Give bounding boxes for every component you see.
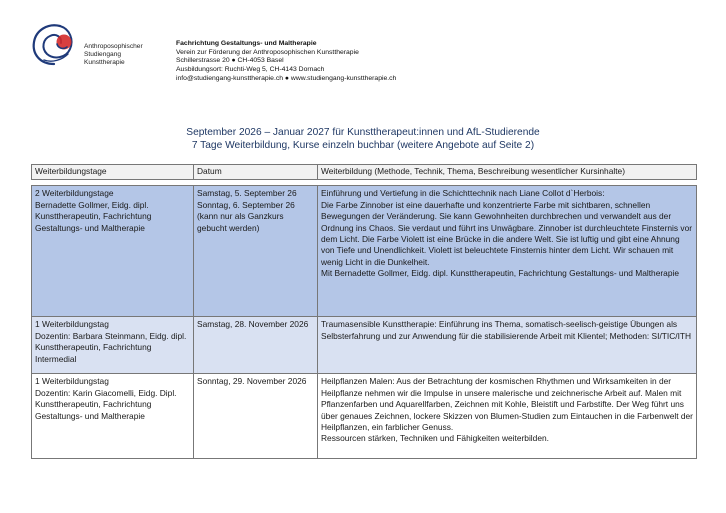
cell-line: Samstag, 28. November 2026 <box>197 319 309 330</box>
title-line-2: 7 Tage Weiterbildung, Kurse einzeln buchbar (weitere Angebote auf Seite 2) <box>191 140 535 151</box>
cell-line: Mit Bernadette Gollmer, Eidg. dipl. Kunsttherapeutin, Fachrichtung Gestaltungs- und Maltherapie <box>321 268 679 279</box>
description-cell <box>318 317 697 374</box>
org-line: Schillerstrasse 20 ● CH-4053 Basel <box>176 57 284 65</box>
instructor-cell <box>32 374 194 459</box>
header-cell: Weiterbildungstage <box>32 165 194 180</box>
cell-line: Samstag, 5. September 26 <box>197 188 297 199</box>
cell-line: Traumasensible Kunsttherapie: Einführung ins Thema, somatisch-seelisch-geistige Übungen als Selbsterfahrung und zur Anwendung für die stabilisierende Arbeit mit Klientel; Methoden: SI/TIC/ITH <box>321 319 692 341</box>
description-cell <box>318 374 697 459</box>
date-cell <box>194 186 318 317</box>
instructor-cell <box>32 317 194 374</box>
logo-line: Studiengang <box>84 51 122 58</box>
cell-line: Sonntag, 29. November 2026 <box>197 376 307 387</box>
course-table <box>31 164 697 459</box>
date-cell <box>194 317 318 374</box>
document-title <box>0 126 726 152</box>
date-cell <box>194 374 318 459</box>
description-cell <box>318 186 697 317</box>
cell-line: Dozentin: Karin Giacomelli, Eidg. Dipl. Kunsttherapeutin, Fachrichtung Gestaltungs- und Maltherapie <box>35 387 177 421</box>
cell-line: Dozentin: Barbara Steinmann, Eidg. dipl. Kunsttherapeutin, Fachrichtung Intermedial <box>35 330 187 364</box>
table-row <box>32 317 697 374</box>
cell-line: (kann nur als Ganzkurs gebucht werden) <box>197 211 284 233</box>
org-line: Fachrichtung Gestaltungs- und Maltherapie <box>176 40 317 47</box>
header-cell: Weiterbildung (Methode, Technik, Thema, Beschreibung wesentlicher Kursinhalte) <box>318 165 697 180</box>
table-row <box>32 186 697 317</box>
cell-line: Sonntag, 6. September 26 <box>197 199 295 210</box>
org-line: Ausbildungsort: Ruchti-Weg 5, CH-4143 Dornach <box>176 66 325 74</box>
cell-line: Heilpflanzen Malen: Aus der Betrachtung der kosmischen Rhythmen und Wirksamkeiten in der Heilpflanze nehmen wir die Impulse in unsere malerische und zeichnerische Arbeit auf. Malen mit Pflanzenfarben und Aquarellfarben, Zeichnen mit Kohle, Bleistift und Farbstifte. Der Weg führt uns über genaues Zeichnen, lockere Skizzen von Blumen-Studien zum Eintauchen in die Farbenwelt der Heilpflanzen, ein farblicher Genuss. <box>321 376 693 433</box>
table-header-row <box>32 165 697 180</box>
logo-text <box>84 43 143 67</box>
cell-line: 1 Weiterbildungstag <box>35 319 109 330</box>
organization-address <box>176 40 396 84</box>
table-row <box>32 374 697 459</box>
org-line: Verein zur Förderung der Anthroposophischen Kunsttherapie <box>176 48 359 56</box>
logo-line: Anthroposophischer <box>84 43 143 50</box>
cell-line: Bernadette Gollmer, Eidg. dipl. Kunsttherapeutin, Fachrichtung Gestaltungs- und Maltherapie <box>35 199 152 233</box>
cell-line: Die Farbe Zinnober ist eine dauerhafte und konzentrierte Farbe mit sichtbaren, schnellen Bewegungen der Veränderung. Sie kann Gewohnheiten durchbrechen und verwandelt aus der Ordnung ins Chaos. Sie verdaut und führt ins Unwägbare. Zinnober ist durchleuchtete Finsternis vor dem Licht. Die Farbe Violett ist eine Brücke in die andere Welt. Sie ist luftig und gibt eine Ahnung von Tiefe und Unendlichkeit. Violett ist beleuchtete Finsternis hinter dem Licht. Wir schauen mit wenig Licht in die Dunkelheit. <box>321 199 693 267</box>
title-line-1: September 2026 – Januar 2027 für Kunsttherapeut:innen und AfL-Studierende <box>186 127 540 138</box>
cell-line: Einführung und Vertiefung in die Schichttechnik nach Liane Collot d`Herbois: <box>321 188 605 199</box>
cell-line: 1 Weiterbildungstag <box>35 376 109 387</box>
header-cell: Datum <box>194 165 318 180</box>
cell-line: 2 Weiterbildungstage <box>35 188 114 199</box>
logo-line: Kunsttherapie <box>84 59 125 66</box>
instructor-cell <box>32 186 194 317</box>
org-line: info@studiengang-kunsttherapie.ch ● www.studiengang-kunsttherapie.ch <box>176 74 397 82</box>
spiral-logo-icon <box>30 18 78 68</box>
cell-line: Ressourcen stärken, Techniken und Fähigkeiten weiterbilden. <box>321 433 549 444</box>
